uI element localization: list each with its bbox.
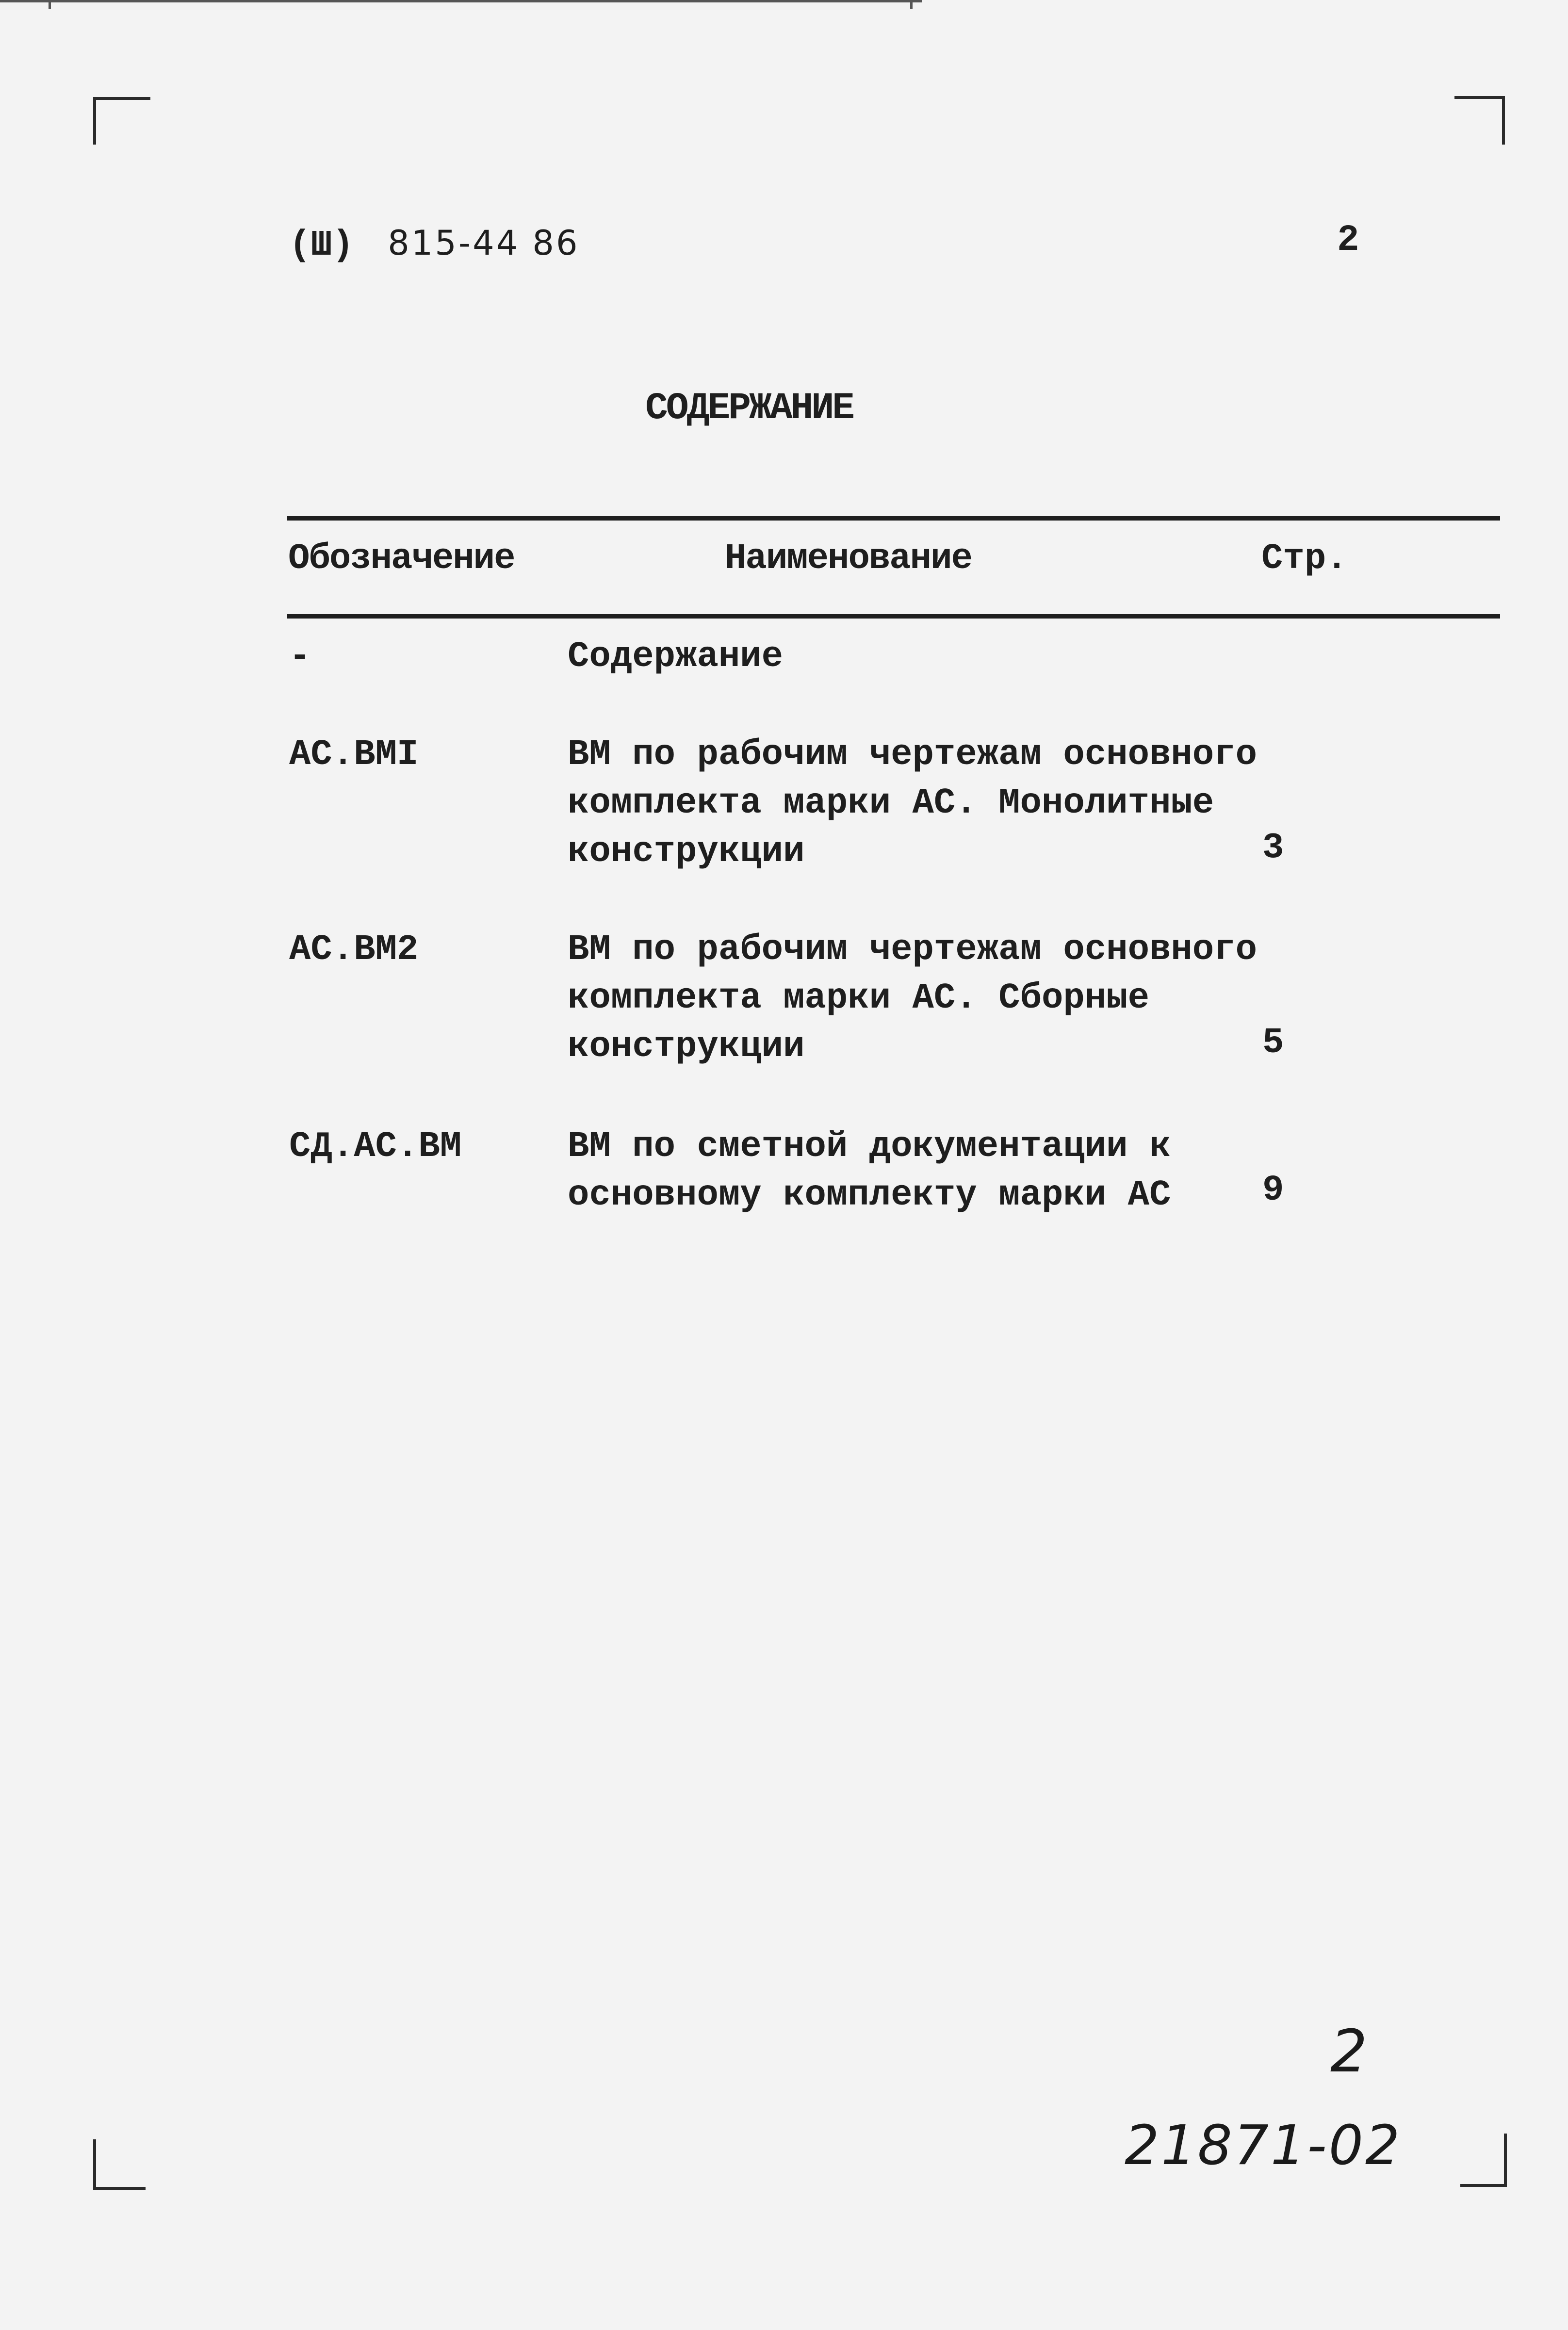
- table-header-rule: [287, 614, 1500, 619]
- top-cut-tick: [49, 0, 51, 9]
- handwritten-archive-number: 21871-02: [1125, 2114, 1402, 2177]
- column-header-name: Наименование: [725, 538, 972, 579]
- series-mark: (Ш): [289, 225, 354, 266]
- document-code: [289, 223, 580, 266]
- corner-mark-bottom-right: [1504, 2134, 1507, 2187]
- table-row-name: [568, 926, 1257, 1071]
- column-header-designation: Обозначение: [288, 538, 515, 579]
- name-line: ВМ по сметной документации к: [568, 1126, 1171, 1167]
- name-line: ВМ по рабочим чертежам основного: [568, 734, 1258, 775]
- corner-mark-top-left: [93, 97, 150, 100]
- column-header-page: Стр.: [1261, 538, 1348, 579]
- table-row-code: АС.ВМ2: [289, 929, 419, 970]
- corner-mark-bottom-left: [93, 2187, 146, 2190]
- corner-mark-top-right: [1502, 96, 1505, 145]
- table-row-name: [568, 731, 1257, 876]
- name-line: конструкции: [568, 831, 805, 872]
- handwritten-code: 815-44 86: [388, 223, 580, 263]
- table-row-code: СД.АС.ВМ: [289, 1126, 462, 1167]
- table-row-code: АС.ВМI: [289, 734, 419, 775]
- table-row-page: 9: [1262, 1170, 1284, 1211]
- top-cut-line: [0, 0, 922, 2]
- table-row-page: 5: [1262, 1023, 1284, 1063]
- name-line: комплекта марки АС. Монолитные: [568, 783, 1214, 824]
- page-title: СОДЕРЖАНИЕ: [645, 387, 853, 430]
- page-number: 2: [1337, 219, 1359, 261]
- corner-mark-top-left: [93, 97, 96, 145]
- handwritten-sheet-number: 2: [1330, 2018, 1368, 2086]
- name-line: ВМ по рабочим чертежам основного: [568, 929, 1258, 970]
- table-row-page: 3: [1262, 828, 1284, 868]
- corner-mark-bottom-left: [93, 2139, 96, 2190]
- name-line: конструкции: [568, 1027, 805, 1067]
- name-line: основному комплекту марки АС: [568, 1175, 1171, 1216]
- name-line: Содержание: [568, 636, 784, 677]
- table-row-name: [568, 1123, 1171, 1220]
- table-row-name: [568, 633, 783, 681]
- corner-mark-bottom-right: [1460, 2184, 1507, 2187]
- table-top-rule: [287, 516, 1500, 521]
- top-cut-tick: [910, 0, 913, 9]
- table-row-code: -: [289, 636, 311, 677]
- corner-mark-top-right: [1454, 96, 1505, 99]
- name-line: комплекта марки АС. Сборные: [568, 978, 1149, 1019]
